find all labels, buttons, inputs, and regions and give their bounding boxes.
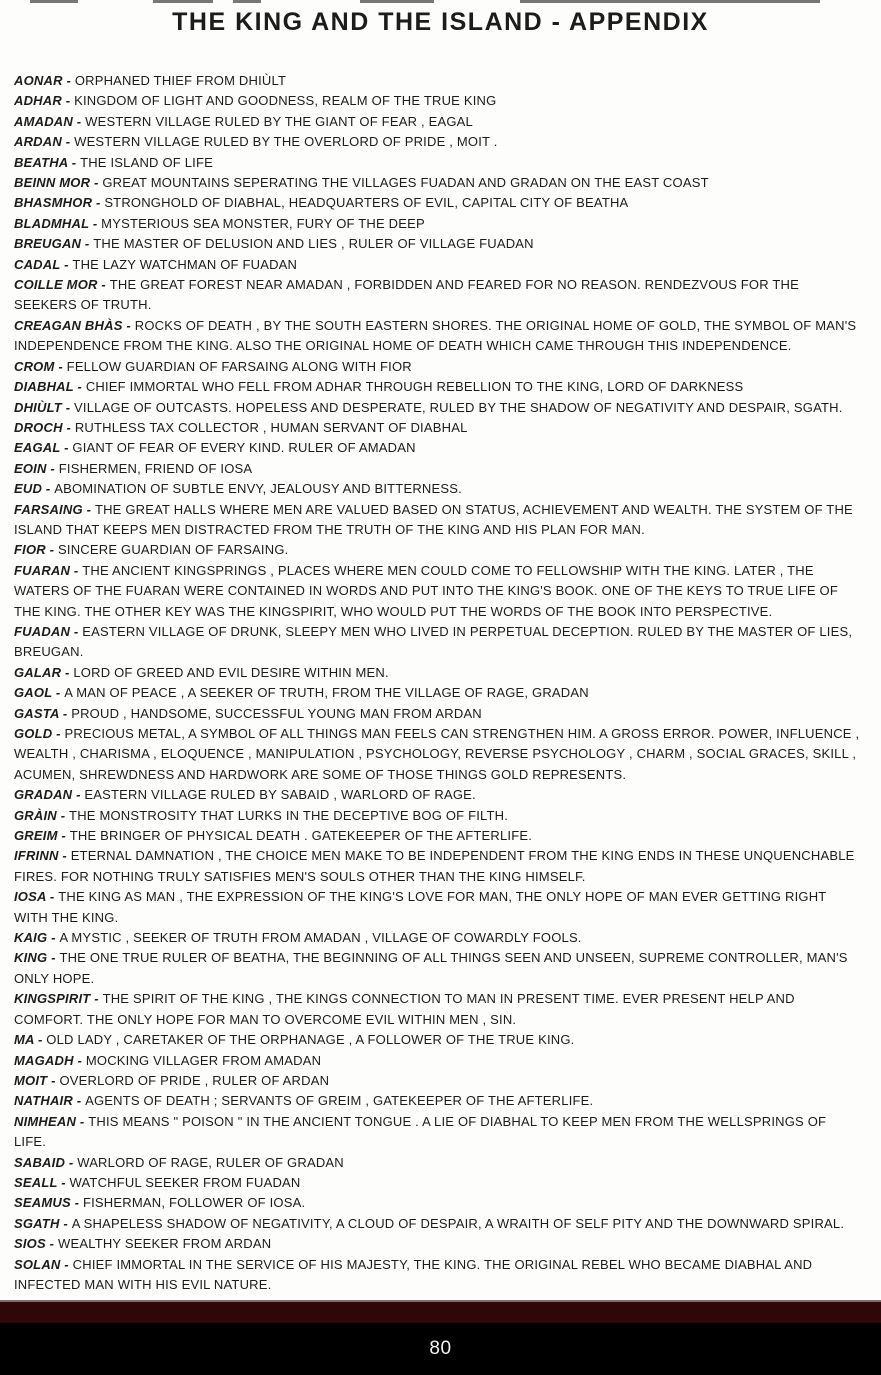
entry-definition: EASTERN VILLAGE RULED BY SABAID , WARLORD OF RAGE.	[84, 787, 476, 803]
glossary-entry	[14, 1214, 860, 1234]
scan-artifact	[360, 0, 434, 3]
entry-term: NIMHEAN -	[14, 1113, 89, 1129]
entry-definition: THE KING AS MAN , THE EXPRESSION OF THE KING'S LOVE FOR MAN, THE ONLY HOPE OF MAN EVER GETTING RIGHT WITH THE KING.	[14, 889, 827, 925]
glossary-entry	[14, 71, 860, 91]
entry-term: FARSAING -	[14, 501, 95, 517]
page-title: THE KING AND THE ISLAND - APPENDIX	[172, 8, 709, 36]
scan-artifacts	[0, 0, 881, 4]
entry-term: GOLD -	[14, 726, 65, 741]
entry-term: DIABHAL -	[14, 379, 86, 395]
glossary-list	[14, 71, 860, 1295]
entry-definition: WESTERN VILLAGE RULED BY THE GIANT OF FEAR , EAGAL	[85, 113, 473, 129]
glossary-entry	[14, 479, 860, 499]
glossary-entry	[14, 193, 860, 213]
glossary-entry	[14, 1234, 860, 1254]
glossary-entry	[14, 724, 860, 785]
glossary-entry	[14, 398, 860, 418]
entry-term: SGATH -	[14, 1215, 72, 1231]
entry-term: CREAGAN BHÀS -	[14, 317, 135, 333]
glossary-entry	[14, 846, 860, 887]
glossary-entry	[14, 112, 860, 132]
entry-term: GASTA -	[14, 705, 72, 721]
entry-term: MAGADH -	[14, 1052, 86, 1068]
entry-term: KAIG -	[14, 930, 60, 946]
glossary-entry	[14, 234, 860, 254]
entry-term: GALAR -	[14, 664, 74, 680]
entry-definition: STRONGHOLD OF DIABHAL, HEADQUARTERS OF EVIL, CAPITAL CITY OF BEATHA	[104, 195, 629, 211]
entry-term: GRÀIN -	[14, 807, 70, 823]
entry-definition: LORD OF GREED AND EVIL DESIRE WITHIN MEN.	[73, 664, 389, 680]
entry-term: MA -	[14, 1032, 47, 1048]
entry-definition: THIS MEANS " POISON " IN THE ANCIENT TONGUE . A LIE OF DIABHAL TO KEEP MEN FROM THE WELLSPRINGS OF LIFE.	[14, 1113, 827, 1150]
entry-definition: WATCHFUL SEEKER FROM FUADAN	[69, 1174, 301, 1190]
glossary-entry	[14, 173, 860, 193]
entry-term: BHASMHOR -	[14, 195, 105, 211]
entry-term: IOSA -	[14, 889, 59, 905]
entry-definition: ABOMINATION OF SUBTLE ENVY, JEALOUSY AND BITTERNESS.	[54, 481, 462, 497]
glossary-entry	[14, 1112, 860, 1153]
entry-definition: THE ISLAND OF LIFE	[80, 154, 213, 170]
entry-definition: FELLOW GUARDIAN OF FARSAING ALONG WITH FIOR	[66, 358, 412, 374]
glossary-entry	[14, 683, 860, 703]
entry-definition: THE GREAT HALLS WHERE MEN ARE VALUED BASED ON STATUS, ACHIEVEMENT AND WEALTH. THE SYSTEM OF THE ISLAND THAT KEEPS MEN DISTRACTED FROM THE TRUTH OF THE KING AND HIS PLAN FOR MAN.	[14, 501, 853, 537]
glossary-entry	[14, 704, 860, 724]
entry-definition: ORPHANED THIEF FROM DHIÙLT	[74, 73, 287, 88]
entry-definition: OLD LADY , CARETAKER OF THE ORPHANAGE , A FOLLOWER OF THE TRUE KING.	[46, 1032, 575, 1048]
entry-term: BREUGAN -	[14, 236, 94, 252]
glossary-entry	[14, 255, 860, 275]
glossary-entry	[14, 561, 860, 622]
entry-term: AONAR -	[14, 73, 75, 88]
glossary-entry	[14, 1091, 860, 1111]
entry-definition: THE GREAT FOREST NEAR AMADAN , FORBIDDEN AND FEARED FOR NO REASON. RENDEZVOUS FOR THE SEEKERS OF TRUTH.	[14, 277, 800, 313]
glossary-entry	[14, 377, 860, 397]
entry-definition: A SHAPELESS SHADOW OF NEGATIVITY, A CLOUD OF DESPAIR, A WRAITH OF SELF PITY AND THE DOWNWARD SPIRAL.	[71, 1215, 845, 1231]
entry-definition: THE ANCIENT KINGSPRINGS , PLACES WHERE MEN COULD COME TO FELLOWSHIP WITH THE KING. LATER , THE WATERS OF THE FUARAN WERE CONTAINED IN WORDS AND PUT INTO THE KING'S BOOK. ONE OF THE KEYS TO TRUE LIFE OF THE KING. THE OTHER KEY WAS THE KINGSPIRIT, WHO WOULD PUT THE WORDS OF THE BOOK INTO PERSPECTIVE.	[14, 562, 839, 619]
entry-definition: MYSTERIOUS SEA MONSTER, FURY OF THE DEEP	[101, 215, 425, 231]
entry-term: IFRINN -	[14, 848, 71, 864]
scan-artifact	[233, 0, 261, 3]
entry-term: GREIM -	[14, 828, 70, 844]
entry-definition: THE MONSTROSITY THAT LURKS IN THE DECEPTIVE BOG OF FILTH.	[69, 807, 509, 823]
glossary-entry	[14, 1051, 860, 1071]
entry-definition: FISHERMAN, FOLLOWER OF IOSA.	[82, 1195, 306, 1211]
entry-term: EAGAL -	[14, 440, 73, 456]
scan-artifact	[520, 0, 820, 3]
scan-artifact	[30, 0, 78, 3]
entry-term: BEATHA -	[14, 154, 81, 170]
glossary-entry	[14, 785, 860, 805]
glossary-entry	[14, 622, 860, 663]
footer-accent-bar	[0, 1300, 881, 1323]
entry-term: AMADAN -	[14, 113, 86, 129]
glossary-entry	[14, 275, 860, 316]
entry-term: SABAID -	[14, 1154, 78, 1170]
entry-term: GRADAN -	[14, 787, 85, 803]
footer-page-bar	[0, 1323, 881, 1375]
entry-definition: THE BRINGER OF PHYSICAL DEATH . GATEKEEPER OF THE AFTERLIFE.	[69, 828, 533, 844]
entry-definition: CHIEF IMMORTAL WHO FELL FROM ADHAR THROUGH REBELLION TO THE KING, LORD OF DARKNESS	[85, 379, 744, 395]
entry-definition: ETERNAL DAMNATION , THE CHOICE MEN MAKE TO BE INDEPENDENT FROM THE KING ENDS IN THESE UNQUENCHABLE FIRES. FOR NOTHING TRULY SATISFIES MEN'S SOULS OTHER THAN THE KING HIMSELF.	[14, 848, 855, 884]
entry-definition: THE ONE TRUE RULER OF BEATHA, THE BEGINNING OF ALL THINGS SEEN AND UNSEEN, SUPREME CONTROLLER, MAN'S ONLY HOPE.	[14, 950, 848, 986]
entry-term: FUADAN -	[14, 623, 83, 639]
glossary-entry	[14, 1071, 860, 1091]
glossary-entry	[14, 153, 860, 173]
entry-definition: PRECIOUS METAL, A SYMBOL OF ALL THINGS MAN FEELS CAN STRENGTHEN HIM. A GROSS ERROR. POWER, INFLUENCE , WEALTH , CHARISMA , ELOQUENCE , MANIPULATION , PSYCHOLOGY, REVERSE PSYCHOLOGY , CHARM , SOCIAL GRACES, SKILL , ACUMEN, SHREWDNESS AND HARDWORK ARE SOME OF THOSE THINGS GOLD REPRESENTS.	[14, 726, 860, 782]
entry-term: SEALL -	[14, 1174, 70, 1190]
page-number: 80	[429, 1338, 452, 1359]
entry-term: FIOR -	[14, 542, 59, 558]
entry-term: FUARAN -	[14, 562, 83, 578]
entry-term: EOIN -	[14, 460, 59, 476]
entry-term: GAOL -	[14, 685, 65, 701]
entry-definition: A MAN OF PEACE , A SEEKER OF TRUTH, FROM THE VILLAGE OF RAGE, GRADAN	[64, 685, 589, 701]
entry-term: CROM -	[14, 358, 67, 374]
entry-definition: FISHERMEN, FRIEND OF IOSA	[58, 460, 253, 476]
entry-definition: ROCKS OF DEATH , BY THE SOUTH EASTERN SHORES. THE ORIGINAL HOME OF GOLD, THE SYMBOL OF MAN'S INDEPENDENCE FROM THE KING. ALSO THE ORIGINAL HOME OF DEATH WHICH CAME THROUGH THIS INDEPENDENCE.	[14, 317, 857, 354]
entry-definition: THE MASTER OF DELUSION AND LIES , RULER OF VILLAGE FUADAN	[93, 236, 534, 252]
glossary-entry	[14, 91, 860, 111]
glossary-entry	[14, 1030, 860, 1050]
entry-definition: GIANT OF FEAR OF EVERY KIND. RULER OF AMADAN	[72, 440, 416, 456]
glossary-entry	[14, 418, 860, 438]
glossary-entry	[14, 132, 860, 152]
entry-term: DHIÙLT -	[14, 399, 75, 415]
entry-term: SIOS -	[14, 1236, 59, 1252]
glossary-entry	[14, 887, 860, 928]
entry-definition: AGENTS OF DEATH ; SERVANTS OF GREIM , GATEKEEPER OF THE AFTERLIFE.	[85, 1093, 594, 1109]
glossary-entry	[14, 663, 860, 683]
glossary-entry	[14, 459, 860, 479]
glossary-entry	[14, 214, 860, 234]
glossary-entry	[14, 1173, 860, 1193]
entry-term: MOIT -	[14, 1072, 60, 1088]
entry-definition: RUTHLESS TAX COLLECTOR , HUMAN SERVANT OF DIABHAL	[74, 419, 468, 435]
glossary-entry	[14, 316, 860, 357]
entry-term: COILLE MOR -	[14, 277, 110, 293]
entry-definition: VILLAGE OF OUTCASTS. HOPELESS AND DESPERATE, RULED BY THE SHADOW OF NEGATIVITY AND DESPAIR, SGATH.	[74, 399, 843, 415]
glossary-entry	[14, 1193, 860, 1213]
glossary-entry	[14, 1255, 860, 1296]
entry-definition: OVERLORD OF PRIDE , RULER OF ARDAN	[59, 1072, 330, 1088]
entry-term: KINGSPIRIT -	[14, 991, 103, 1007]
entry-definition: A MYSTIC , SEEKER OF TRUTH FROM AMADAN , VILLAGE OF COWARDLY FOOLS.	[59, 930, 582, 946]
glossary-entry	[14, 989, 860, 1030]
glossary-entry	[14, 806, 860, 826]
entry-definition: KINGDOM OF LIGHT AND GOODNESS, REALM OF THE TRUE KING	[74, 93, 497, 109]
entry-definition: PROUD , HANDSOME, SUCCESSFUL YOUNG MAN FROM ARDAN	[71, 705, 482, 721]
entry-definition: EASTERN VILLAGE OF DRUNK, SLEEPY MEN WHO LIVED IN PERPETUAL DECEPTION. RULED BY THE MASTER OF LIES, BREUGAN.	[14, 623, 853, 660]
entry-term: KING -	[14, 950, 60, 966]
entry-definition: WESTERN VILLAGE RULED BY THE OVERLORD OF PRIDE , MOIT .	[74, 134, 498, 150]
entry-term: CADAL -	[14, 256, 73, 272]
entry-definition: THE LAZY WATCHMAN OF FUADAN	[72, 256, 298, 272]
glossary-entry	[14, 540, 860, 560]
glossary-entry	[14, 928, 860, 948]
entry-definition: GREAT MOUNTAINS SEPERATING THE VILLAGES FUADAN AND GRADAN ON THE EAST COAST	[102, 175, 709, 191]
entry-term: SEAMUS -	[14, 1195, 83, 1211]
entry-term: ARDAN -	[14, 134, 75, 150]
entry-term: SOLAN -	[14, 1256, 73, 1272]
entry-definition: WARLORD OF RAGE, RULER OF GRADAN	[77, 1154, 344, 1170]
entry-term: ADHAR -	[14, 93, 75, 109]
scan-artifact	[153, 0, 213, 3]
entry-term: EUD -	[14, 481, 55, 497]
glossary-entry	[14, 1153, 860, 1173]
entry-term: BLADMHAL -	[14, 215, 102, 231]
glossary-entry	[14, 357, 860, 377]
entry-definition: MOCKING VILLAGER FROM AMADAN	[85, 1052, 322, 1068]
glossary-entry	[14, 948, 860, 989]
entry-definition: SINCERE GUARDIAN OF FARSAING.	[58, 542, 289, 558]
glossary-entry	[14, 826, 860, 846]
glossary-entry	[14, 500, 860, 541]
entry-term: NATHAIR -	[14, 1093, 86, 1109]
glossary-entry	[14, 438, 860, 458]
entry-term: BEINN MOR -	[14, 175, 103, 191]
entry-definition: WEALTHY SEEKER FROM ARDAN	[58, 1236, 272, 1252]
entry-definition: CHIEF IMMORTAL IN THE SERVICE OF HIS MAJESTY, THE KING. THE ORIGINAL REBEL WHO BECAME DIABHAL AND INFECTED MAN WITH HIS EVIL NATURE.	[14, 1256, 813, 1292]
entry-definition: THE SPIRIT OF THE KING , THE KINGS CONNECTION TO MAN IN PRESENT TIME. EVER PRESENT HELP AND COMFORT. THE ONLY HOPE FOR MAN TO OVERCOME EVIL WITHIN MEN , SIN.	[14, 991, 795, 1027]
entry-term: DROCH -	[14, 419, 75, 435]
